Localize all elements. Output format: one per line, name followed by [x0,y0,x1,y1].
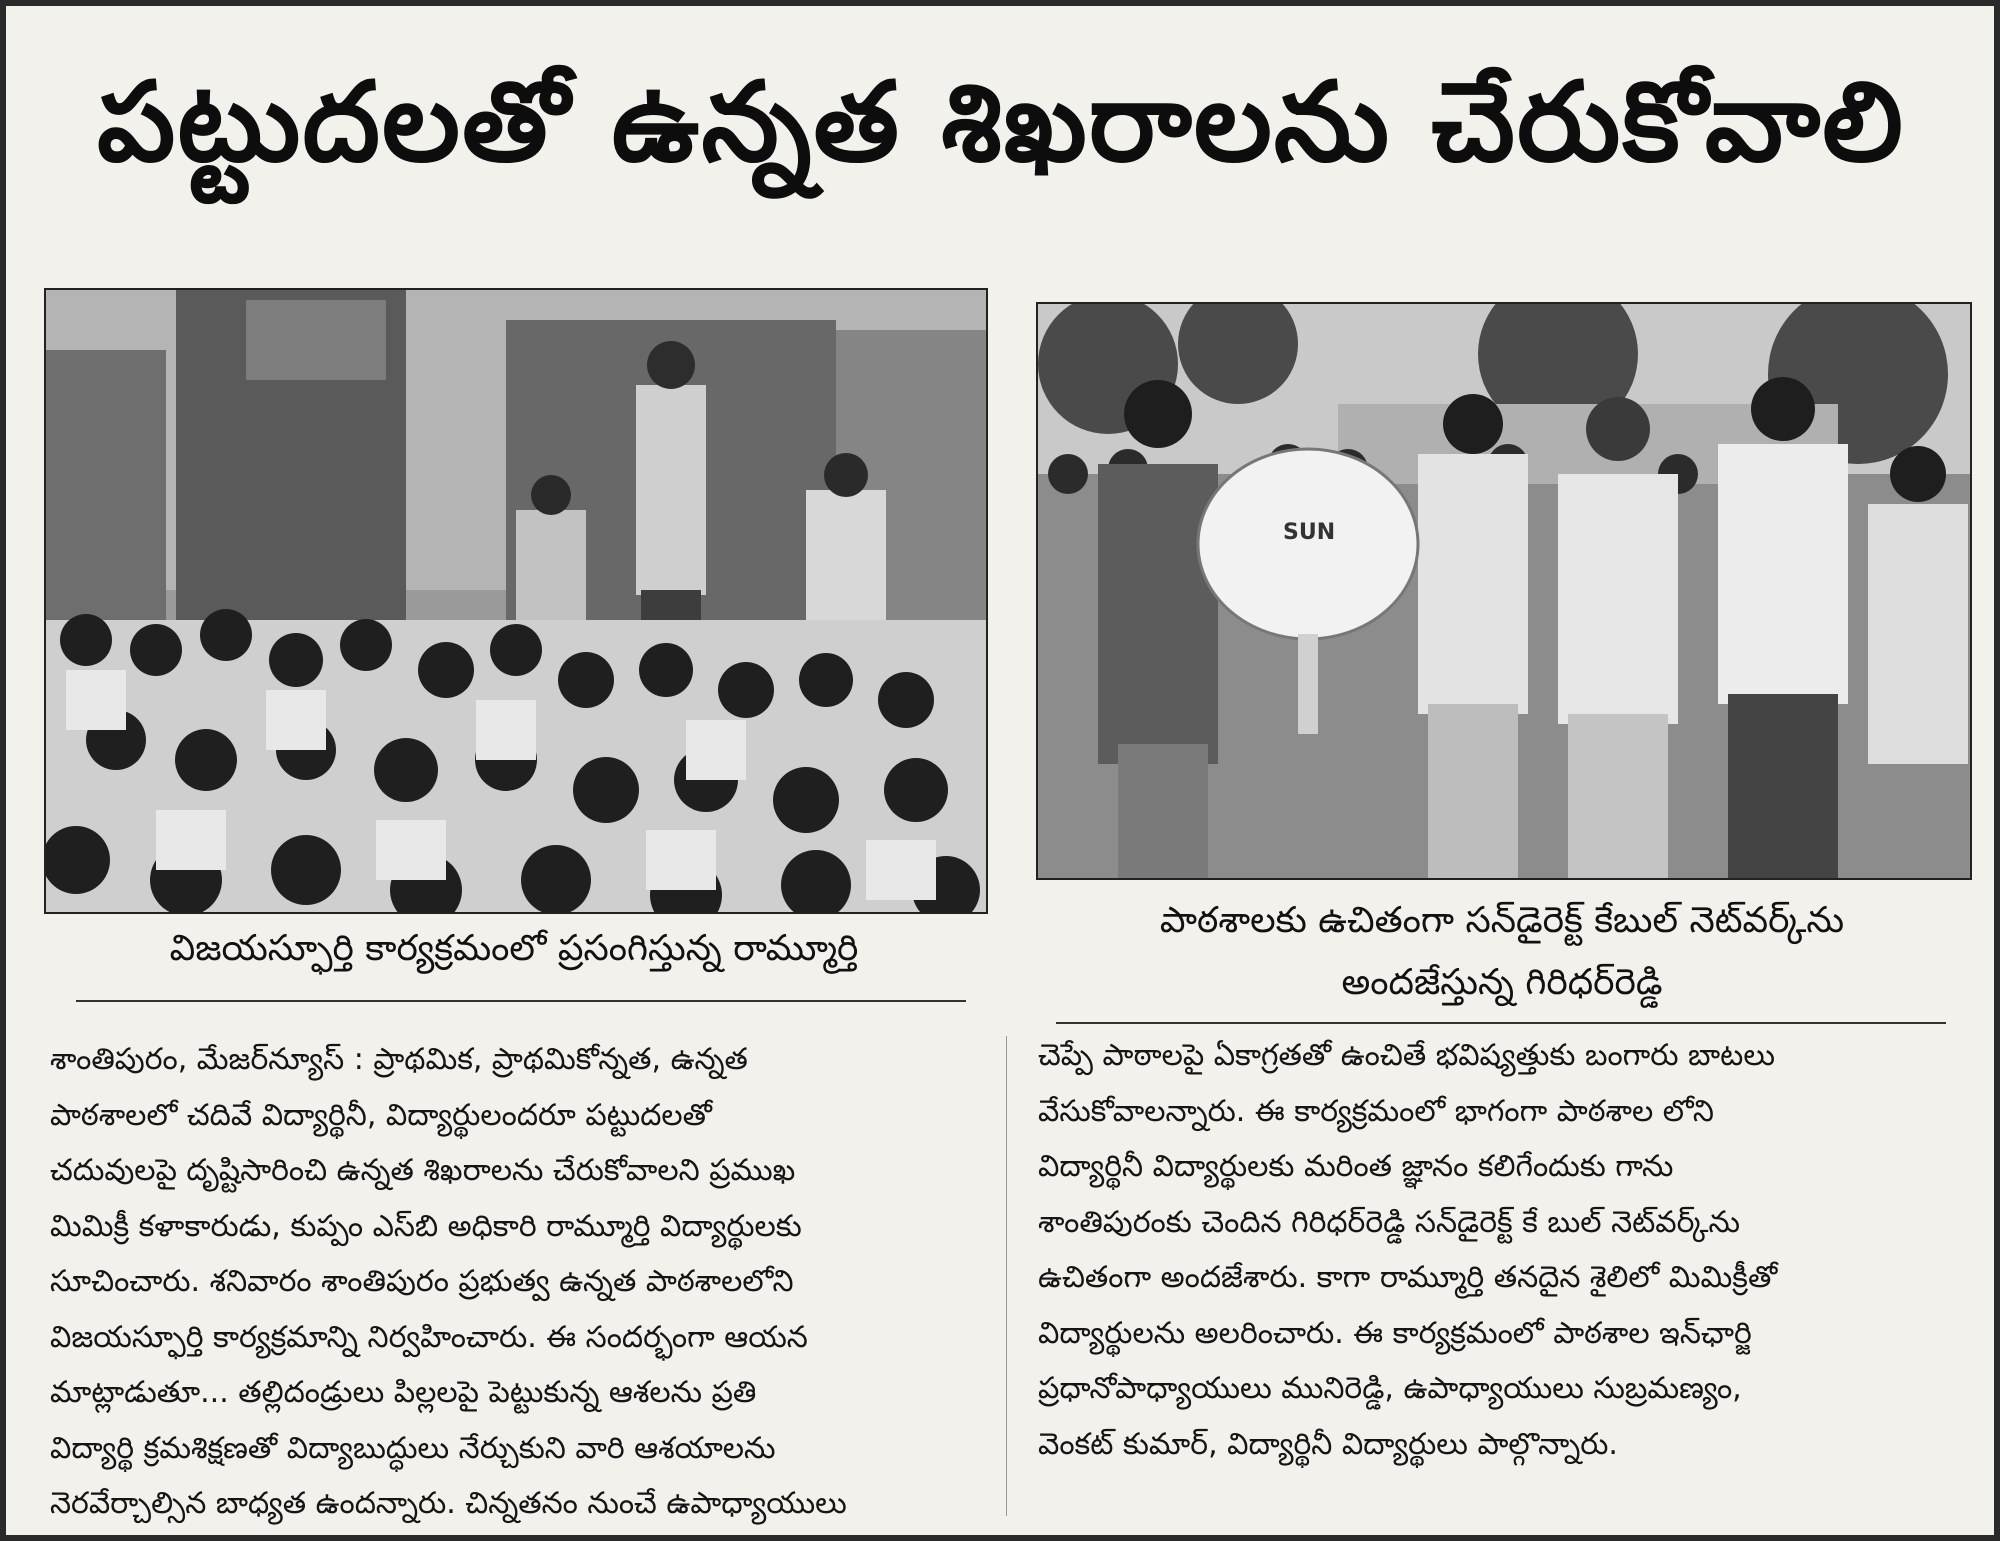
article-line: మాట్లాడుతూ... తల్లిదండ్రులు పిల్లలపై పెట్టుకున్న ఆశలను ప్రతి [50,1375,757,1410]
article-line: శాంతిపురం, మేజర్‌న్యూస్ : ప్రాథమిక, ప్రాథమికోన్నత, ఉన్నత [50,1042,748,1077]
article-line: విజయస్ఫూర్తి కార్యక్రమాన్ని నిర్వహించారు. ఈ సందర్భంగా ఆయన [50,1319,808,1355]
article-line: ఉచితంగా అందజేశారు. కాగా రామ్మూర్తి తనదైన శైలిలో మిమిక్రీతో [1038,1260,1778,1295]
article-column-right [1038,1028,1968,1472]
article-line: చదువులపై దృష్టిసారించి ఉన్నత శిఖరాలను చేరుకోవాలని ప్రముఖ [50,1153,796,1188]
article-line: నెరవేర్చాల్సిన బాధ్యత ఉందన్నారు. చిన్నతనం నుంచే ఉపాధ్యాయులు [50,1486,847,1521]
article-line: ప్రధానోపాధ్యాయులు మునిరెడ్డి, ఉపాధ్యాయులు సుబ్రమణ్యం, [1038,1371,1742,1406]
headline: పట్టుదలతో ఉన్నత శిఖరాలను చేరుకోవాలి [97,58,1905,186]
caption-rule-left [76,1000,966,1002]
article-line: వెంకట్ కుమార్, విద్యార్థినీ విద్యార్థులు పాల్గొన్నారు. [1038,1426,1618,1462]
article-line: చెప్పే పాఠాలపై ఏకాగ్రతతో ఉంచితే భవిష్యత్తుకు బంగారు బాటలు [1038,1038,1775,1073]
column-divider [1006,1036,1007,1516]
article-line: విద్యార్థినీ విద్యార్థులకు మరింత జ్ఞానం కలిగేందుకు గాను [1038,1149,1674,1184]
article-column-left [50,1032,980,1532]
photo-caption-left: విజయస్ఫూర్తి కార్యక్రమంలో ప్రసంగిస్తున్న రామ్మూర్తి [169,928,859,969]
article-line: వేసుకోవాలన్నారు. ఈ కార్యక్రమంలో భాగంగా పాఠశాల లోని [1038,1093,1714,1129]
article-line: సూచించారు. శనివారం శాంతిపురం ప్రభుత్వ ఉన్నత పాఠశాలలోని [50,1264,794,1299]
photo-dish-handover [1036,302,1972,880]
caption-right-line-2: అందజేస్తున్న గిరిధర్‌రెడ్డి [1341,962,1663,1003]
article-line: పాఠశాలలో చదివే విద్యార్థినీ, విద్యార్థులందరూ పట్టుదలతో [50,1097,712,1133]
caption-right-line-1: పాఠశాలకు ఉచితంగా సన్‌డైరెక్ట్ కేబుల్ నెట్‌వర్క్‌ను [1159,900,1845,941]
article-line: మిమిక్రీ కళాకారుడు, కుప్పం ఎస్‌బి అధికారి రామ్మూర్తి విద్యార్థులకు [50,1208,802,1244]
dish-logo-text: SUN [1283,520,1336,545]
caption-rule-right [1056,1022,1946,1024]
article-line: విద్యార్థి క్రమశిక్షణతో విద్యాబుద్ధులు నేర్చుకుని వారి ఆశయాలను [50,1430,776,1466]
photo-caption-right [1036,890,1968,1020]
article-line: విద్యార్థులను అలరించారు. ఈ కార్యక్రమంలో పాఠశాల ఇన్‌ఛార్జి [1038,1315,1752,1351]
photo-speaker-addressing-students [44,288,988,914]
article-line: శాంతిపురంకు చెందిన గిరిధర్‌రెడ్డి సన్‌డైరెక్ట్ కే బుల్ నెట్‌వర్క్‌ను [1038,1204,1740,1240]
